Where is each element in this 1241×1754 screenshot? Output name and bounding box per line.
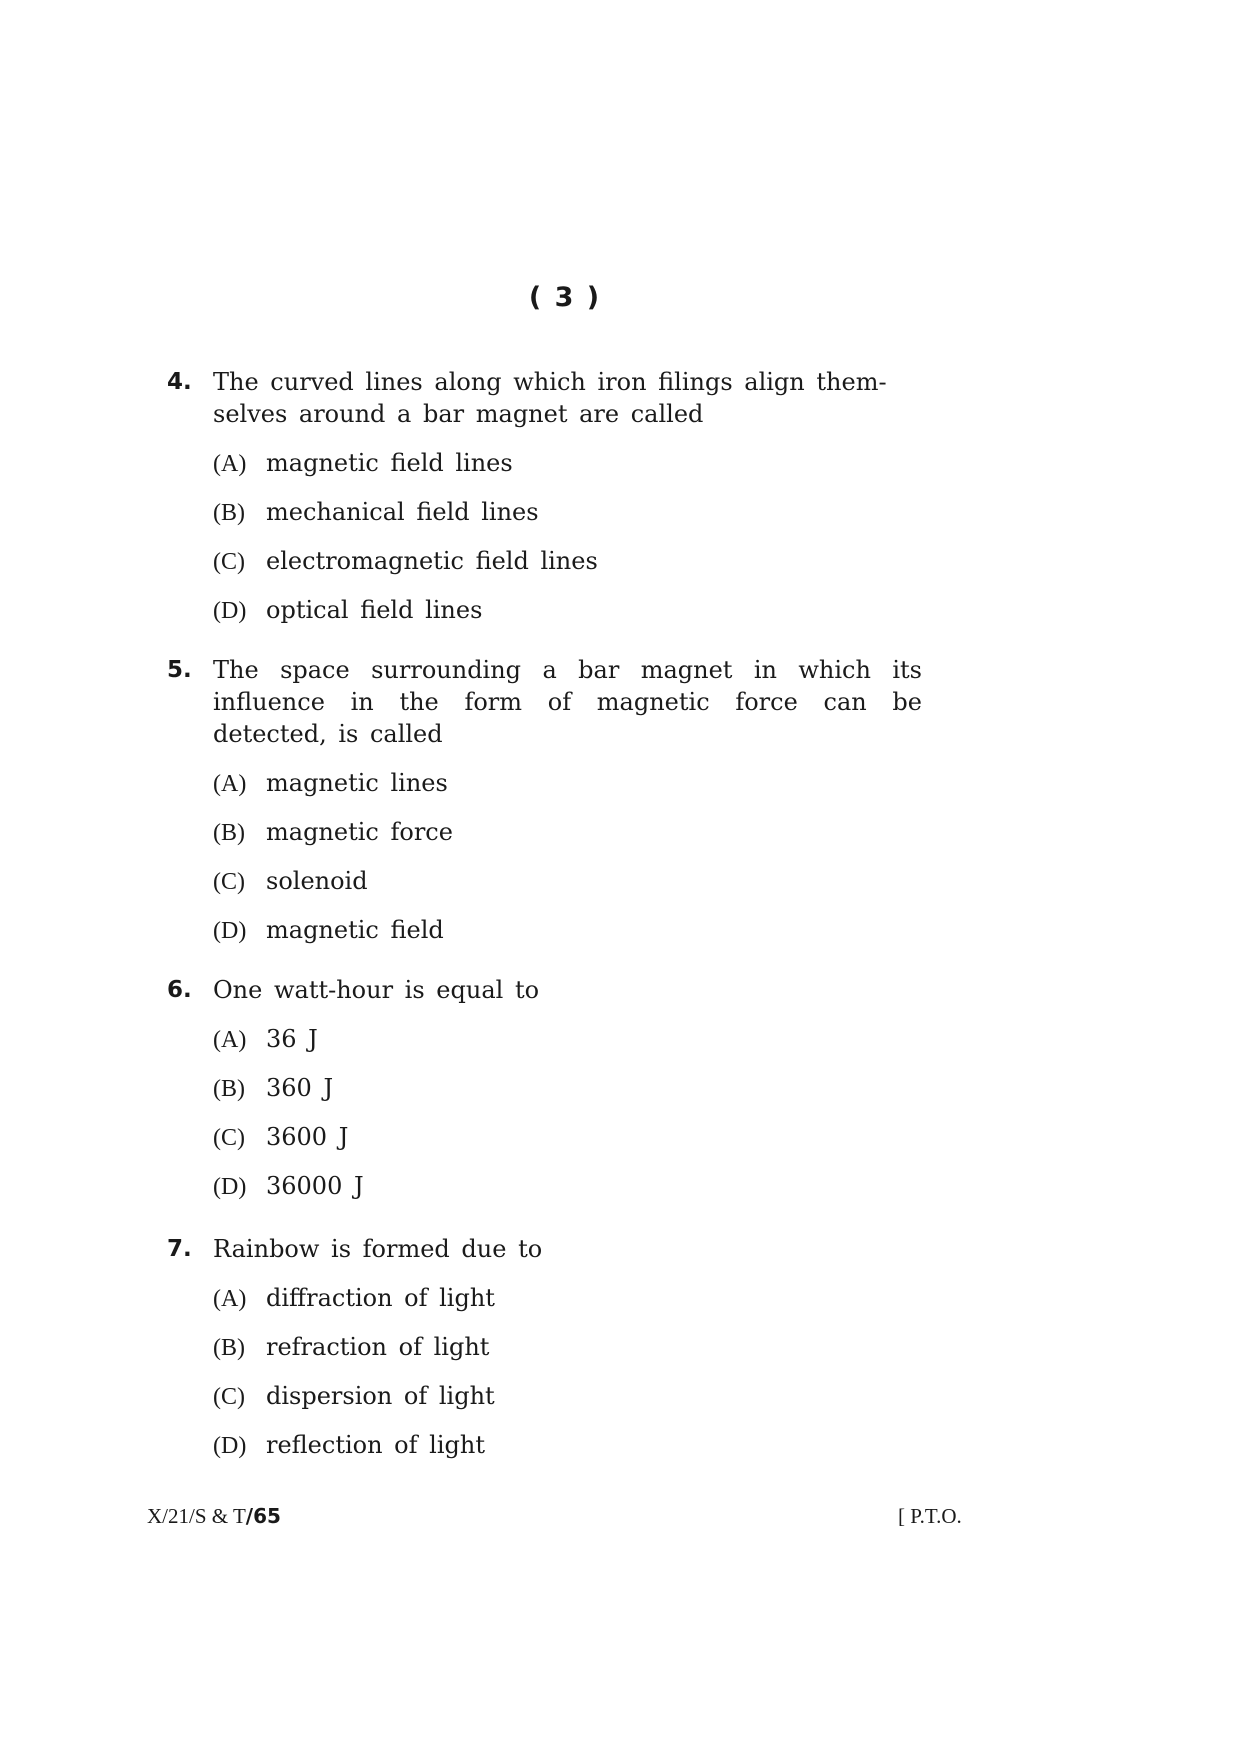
question-text: The curved lines along which iron filings align them- selves around a bar magnet are called: [213, 368, 887, 428]
option-text: magnetic field: [266, 916, 444, 944]
option-text: magnetic force: [266, 818, 453, 846]
option-text: solenoid: [266, 867, 368, 895]
question-7: [167, 1233, 922, 1461]
option-a[interactable]: [213, 1006, 922, 1055]
option-c[interactable]: [213, 848, 922, 897]
option-letter: (B): [213, 1335, 245, 1361]
option-c[interactable]: [213, 1104, 922, 1153]
option-text: reflection of light: [266, 1431, 485, 1459]
option-letter: (C): [213, 1384, 245, 1410]
option-letter: (A): [213, 451, 247, 477]
question-number: 6.: [167, 977, 192, 1003]
option-a[interactable]: [213, 1265, 922, 1314]
question-stem: [167, 654, 922, 750]
option-text: magnetic field lines: [266, 449, 513, 477]
question-5: [167, 654, 922, 946]
option-list: [167, 1006, 922, 1202]
question-text: The space surrounding a bar magnet in which its influence in the form of magnetic force can be detected, is called: [213, 656, 922, 748]
question-text: One watt-hour is equal to: [213, 976, 540, 1004]
option-d[interactable]: [213, 897, 922, 946]
question-text: Rainbow is formed due to: [213, 1235, 543, 1263]
option-letter: (C): [213, 549, 245, 575]
option-text: 360 J: [266, 1074, 334, 1102]
option-b[interactable]: [213, 1055, 922, 1104]
option-d[interactable]: [213, 1153, 922, 1202]
option-d[interactable]: [213, 1412, 922, 1461]
option-list: [167, 430, 922, 626]
question-stem: [167, 366, 922, 430]
option-text: 36000 J: [266, 1172, 364, 1200]
option-b[interactable]: [213, 479, 922, 528]
option-list: [167, 750, 922, 946]
page-number: ( 3 ): [528, 282, 602, 313]
question-stem: [167, 1233, 922, 1265]
option-c[interactable]: [213, 528, 922, 577]
option-letter: (A): [213, 771, 247, 797]
option-letter: (D): [213, 1174, 247, 1200]
option-letter: (C): [213, 869, 245, 895]
option-text: magnetic lines: [266, 769, 448, 797]
question-4: [167, 366, 922, 626]
option-text: refraction of light: [266, 1333, 490, 1361]
option-letter: (C): [213, 1125, 245, 1151]
option-text: dispersion of light: [266, 1382, 495, 1410]
option-b[interactable]: [213, 1314, 922, 1363]
option-text: optical field lines: [266, 596, 483, 624]
paper-code: [147, 1504, 281, 1529]
option-list: [167, 1265, 922, 1461]
option-text: diffraction of light: [266, 1284, 495, 1312]
option-b[interactable]: [213, 799, 922, 848]
question-6: [167, 974, 922, 1202]
option-letter: (B): [213, 820, 245, 846]
option-letter: (A): [213, 1027, 247, 1053]
option-letter: (B): [213, 500, 245, 526]
question-stem: [167, 974, 922, 1006]
option-a[interactable]: [213, 430, 922, 479]
option-letter: (D): [213, 918, 247, 944]
pto-marker: [ P.T.O.: [898, 1504, 962, 1528]
option-letter: (B): [213, 1076, 245, 1102]
paper-code-prefix: X/21/S & T: [147, 1504, 246, 1528]
question-number: 5.: [167, 657, 192, 683]
option-d[interactable]: [213, 577, 922, 626]
option-text: 3600 J: [266, 1123, 349, 1151]
question-number: 4.: [167, 369, 192, 395]
paper-code-suffix: /65: [245, 1504, 281, 1528]
option-letter: (D): [213, 598, 247, 624]
question-number: 7.: [167, 1236, 192, 1262]
option-c[interactable]: [213, 1363, 922, 1412]
option-text: electromagnetic field lines: [266, 547, 598, 575]
option-text: 36 J: [266, 1025, 318, 1053]
option-letter: (A): [213, 1286, 247, 1312]
option-text: mechanical field lines: [266, 498, 539, 526]
option-a[interactable]: [213, 750, 922, 799]
option-letter: (D): [213, 1433, 247, 1459]
